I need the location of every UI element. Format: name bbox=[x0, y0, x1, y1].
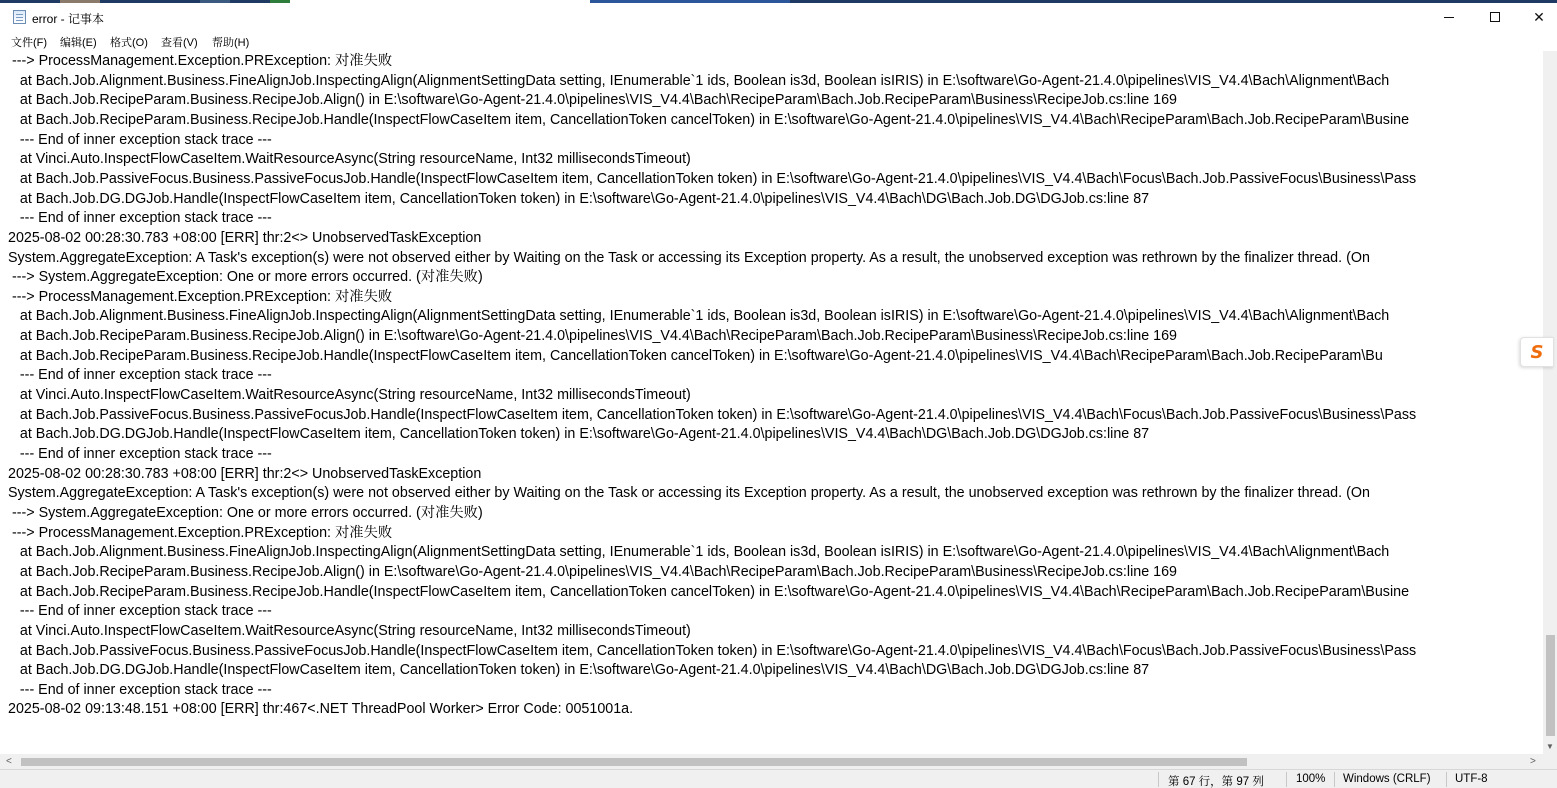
text-line: at Vinci.Auto.InspectFlowCaseItem.WaitResourceAsync(String resourceName, Int32 millisecondsTimeout) bbox=[8, 622, 691, 639]
text-line: ---> ProcessManagement.Exception.PRException: 对准失败 bbox=[8, 288, 393, 305]
text-line: --- End of inner exception stack trace --- bbox=[8, 603, 272, 620]
menu-edit[interactable]: 编辑(E) bbox=[60, 37, 97, 49]
maximize-button[interactable] bbox=[1472, 3, 1518, 31]
close-button[interactable] bbox=[1516, 3, 1557, 31]
menu-help[interactable]: 帮助(H) bbox=[212, 37, 250, 49]
minimize-icon bbox=[1444, 17, 1454, 18]
vertical-scroll-thumb[interactable] bbox=[1546, 635, 1555, 736]
status-line-ending: Windows (CRLF) bbox=[1343, 773, 1431, 785]
text-line: at Bach.Job.Alignment.Business.FineAlignJob.InspectingAlign(AlignmentSettingData setting, IEnumerable`1 ids, Boolean is3d, Boolean isIRIS) in E:\software\Go-Agent-21.4.0\pipelines\VIS_V4.4\Bach\Alignment\Bach bbox=[8, 544, 1390, 561]
horizontal-scroll-thumb[interactable] bbox=[21, 758, 1247, 766]
status-divider bbox=[1334, 772, 1335, 787]
vertical-scrollbar[interactable] bbox=[1543, 51, 1557, 754]
text-line: at Bach.Job.RecipeParam.Business.RecipeJob.Handle(InspectFlowCaseItem item, CancellationToken cancelToken) in E:\software\Go-Agent-21.4.0\pipelines\VIS_V4.4\Bach\RecipeParam\Bach.Job.RecipeParam\Busine bbox=[8, 583, 1410, 600]
status-divider bbox=[1446, 772, 1447, 787]
text-line: --- End of inner exception stack trace --- bbox=[8, 681, 272, 698]
status-bar bbox=[0, 769, 1557, 788]
status-encoding: UTF-8 bbox=[1455, 773, 1488, 785]
text-line: at Bach.Job.PassiveFocus.Business.PassiveFocusJob.Handle(InspectFlowCaseItem item, CancellationToken token) in E:\software\Go-Agent-21.4.0\pipelines\VIS_V4.4\Bach\Focus\Bach.Job.PassiveFocus\Business\Pass bbox=[8, 406, 1417, 423]
text-line: at Bach.Job.PassiveFocus.Business.PassiveFocusJob.Handle(InspectFlowCaseItem item, CancellationToken token) in E:\software\Go-Agent-21.4.0\pipelines\VIS_V4.4\Bach\Focus\Bach.Job.PassiveFocus\Business\Pass bbox=[8, 170, 1417, 187]
text-line: ---> System.AggregateException: One or more errors occurred. (对准失败) bbox=[8, 269, 483, 286]
text-line: 2025-08-02 00:28:30.783 +08:00 [ERR] thr:2<> UnobservedTaskException bbox=[8, 465, 482, 482]
text-line: at Bach.Job.DG.DGJob.Handle(InspectFlowCaseItem item, CancellationToken token) in E:\software\Go-Agent-21.4.0\pipelines\VIS_V4.4\Bach\DG\Bach.Job.DG\DGJob.cs:line 87 bbox=[8, 190, 1150, 207]
text-line: at Bach.Job.RecipeParam.Business.RecipeJob.Align() in E:\software\Go-Agent-21.4.0\pipelines\VIS_V4.4\Bach\RecipeParam\Bach.Job.RecipeParam\Business\RecipeJob.cs:line 169 bbox=[8, 92, 1177, 109]
text-line: ---> ProcessManagement.Exception.PRException: 对准失败 bbox=[8, 53, 393, 69]
text-line: --- End of inner exception stack trace --- bbox=[8, 131, 272, 148]
status-divider bbox=[1158, 772, 1159, 787]
text-line: at Bach.Job.Alignment.Business.FineAlignJob.InspectingAlign(AlignmentSettingData setting, IEnumerable`1 ids, Boolean is3d, Boolean isIRIS) in E:\software\Go-Agent-21.4.0\pipelines\VIS_V4.4\Bach\Alignment\Bach bbox=[8, 308, 1390, 325]
window-title: error - 记事本 bbox=[32, 12, 105, 26]
text-line: 2025-08-02 00:28:30.783 +08:00 [ERR] thr:2<> UnobservedTaskException bbox=[8, 229, 482, 246]
scroll-down-arrow-icon[interactable]: ▼ bbox=[1546, 742, 1554, 751]
text-line: --- End of inner exception stack trace --- bbox=[8, 367, 272, 384]
text-line: at Bach.Job.RecipeParam.Business.RecipeJob.Align() in E:\software\Go-Agent-21.4.0\pipelines\VIS_V4.4\Bach\RecipeParam\Bach.Job.RecipeParam\Business\RecipeJob.cs:line 169 bbox=[8, 563, 1177, 580]
scroll-left-arrow-icon[interactable]: < bbox=[6, 756, 12, 767]
text-line: at Vinci.Auto.InspectFlowCaseItem.WaitResourceAsync(String resourceName, Int32 millisecondsTimeout) bbox=[8, 151, 691, 168]
text-editor-area[interactable] bbox=[0, 51, 1543, 754]
text-line: at Vinci.Auto.InspectFlowCaseItem.WaitResourceAsync(String resourceName, Int32 millisecondsTimeout) bbox=[8, 387, 691, 404]
text-line: --- End of inner exception stack trace --- bbox=[8, 446, 272, 462]
text-line: System.AggregateException: A Task's exception(s) were not observed either by Waiting on the Task or accessing its Exception property. As a result, the unobserved exception was rethrown by the finalizer thread. (On bbox=[8, 249, 1370, 266]
text-line: at Bach.Job.RecipeParam.Business.RecipeJob.Handle(InspectFlowCaseItem item, CancellationToken cancelToken) in E:\software\Go-Agent-21.4.0\pipelines\VIS_V4.4\Bach\RecipeParam\Bach.Job.RecipeParam\Bu bbox=[8, 347, 1383, 364]
maximize-icon bbox=[1490, 12, 1500, 22]
sogou-ime-badge[interactable] bbox=[1520, 337, 1554, 367]
text-line: at Bach.Job.RecipeParam.Business.RecipeJob.Handle(InspectFlowCaseItem item, CancellationToken cancelToken) in E:\software\Go-Agent-21.4.0\pipelines\VIS_V4.4\Bach\RecipeParam\Bach.Job.RecipeParam\Busine bbox=[8, 111, 1410, 128]
notepad-icon bbox=[13, 10, 26, 24]
status-divider bbox=[1286, 772, 1287, 787]
status-cursor-position: 第 67 行，第 97 列 bbox=[1168, 776, 1264, 788]
text-line: at Bach.Job.DG.DGJob.Handle(InspectFlowCaseItem item, CancellationToken token) in E:\software\Go-Agent-21.4.0\pipelines\VIS_V4.4\Bach\DG\Bach.Job.DG\DGJob.cs:line 87 bbox=[8, 662, 1150, 679]
close-icon: ✕ bbox=[1533, 8, 1545, 25]
menu-file[interactable]: 文件(F) bbox=[11, 37, 48, 49]
text-line: 2025-08-02 09:13:48.151 +08:00 [ERR] thr:467<.NET ThreadPool Worker> Error Code: 0051001a. bbox=[8, 701, 634, 718]
text-line: at Bach.Job.DG.DGJob.Handle(InspectFlowCaseItem item, CancellationToken token) in E:\software\Go-Agent-21.4.0\pipelines\VIS_V4.4\Bach\DG\Bach.Job.DG\DGJob.cs:line 87 bbox=[8, 426, 1150, 443]
text-line: at Bach.Job.RecipeParam.Business.RecipeJob.Align() in E:\software\Go-Agent-21.4.0\pipelines\VIS_V4.4\Bach\RecipeParam\Bach.Job.RecipeParam\Business\RecipeJob.cs:line 169 bbox=[8, 328, 1177, 345]
scroll-right-arrow-icon[interactable]: > bbox=[1530, 756, 1536, 767]
minimize-button[interactable] bbox=[1426, 3, 1472, 31]
title-bar bbox=[0, 3, 1557, 31]
menu-bar bbox=[0, 31, 1557, 51]
sogou-ime-icon: S bbox=[1530, 341, 1544, 363]
menu-format[interactable]: 格式(O) bbox=[110, 37, 148, 49]
text-line: System.AggregateException: A Task's exception(s) were not observed either by Waiting on the Task or accessing its Exception property. As a result, the unobserved exception was rethrown by the finalizer thread. (On bbox=[8, 485, 1370, 502]
text-line: --- End of inner exception stack trace --- bbox=[8, 210, 272, 227]
text-line: at Bach.Job.PassiveFocus.Business.PassiveFocusJob.Handle(InspectFlowCaseItem item, CancellationToken token) in E:\software\Go-Agent-21.4.0\pipelines\VIS_V4.4\Bach\Focus\Bach.Job.PassiveFocus\Business\Pass bbox=[8, 642, 1417, 659]
text-line: ---> System.AggregateException: One or more errors occurred. (对准失败) bbox=[8, 504, 483, 521]
text-line: at Bach.Job.Alignment.Business.FineAlignJob.InspectingAlign(AlignmentSettingData setting, IEnumerable`1 ids, Boolean is3d, Boolean isIRIS) in E:\software\Go-Agent-21.4.0\pipelines\VIS_V4.4\Bach\Alignment\Bach bbox=[8, 72, 1390, 89]
menu-view[interactable]: 查看(V) bbox=[161, 37, 198, 49]
status-zoom: 100% bbox=[1296, 773, 1326, 785]
text-line: ---> ProcessManagement.Exception.PRException: 对准失败 bbox=[8, 524, 393, 541]
horizontal-scrollbar[interactable] bbox=[0, 754, 1543, 769]
scrollbar-corner bbox=[1543, 754, 1557, 769]
